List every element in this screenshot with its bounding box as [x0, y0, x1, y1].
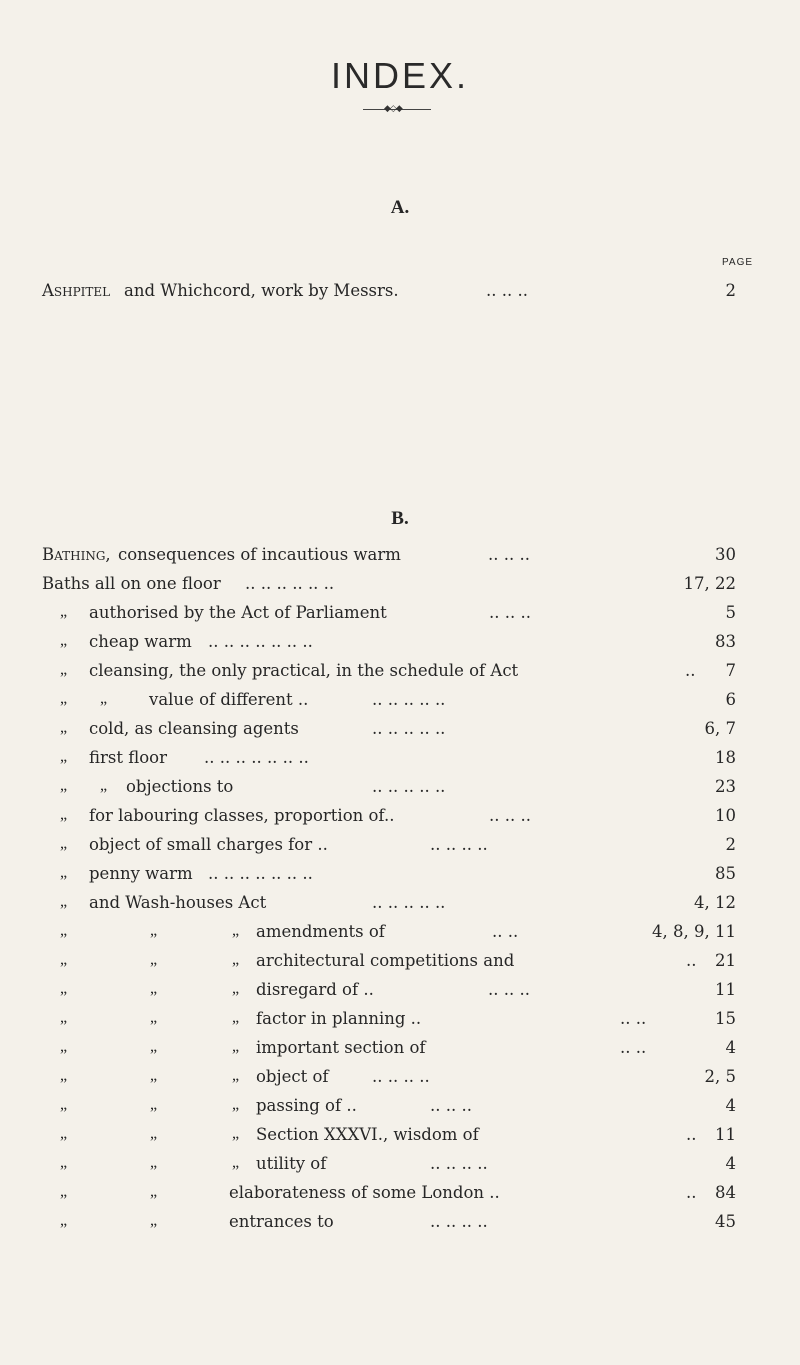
page-number: 15	[715, 1009, 736, 1028]
page-number: 2	[725, 835, 736, 854]
index-entry	[0, 281, 800, 311]
page-column-header: PAGE	[722, 257, 754, 268]
ditto-mark: „	[60, 1212, 68, 1229]
leader-dots: .. .. .. .. .. ..	[245, 574, 335, 593]
page-number: 4, 12	[694, 893, 736, 912]
index-entry	[0, 1183, 800, 1213]
page-number: 5	[725, 603, 736, 622]
leader-dots: .. .. .. .. .. .. ..	[208, 632, 313, 651]
page-number: 23	[715, 777, 736, 796]
leader-dots: .. .. .. .. .. .. ..	[204, 748, 309, 767]
ditto-mark: „	[60, 806, 68, 823]
index-entry	[0, 719, 800, 749]
ditto-mark: „	[60, 690, 68, 707]
leader-dots: .. .. ..	[489, 806, 531, 825]
ditto-mark: „	[60, 748, 68, 765]
page-number: 4	[725, 1096, 736, 1115]
index-entry	[0, 1067, 800, 1097]
leader-dots: .. .. ..	[489, 603, 531, 622]
entry-text: object of small charges for ..	[89, 835, 328, 854]
ditto-mark: „	[150, 951, 158, 968]
entry-text: authorised by the Act of Parliament	[89, 603, 387, 622]
page-number: 30	[715, 545, 736, 564]
index-entry	[0, 690, 800, 720]
ditto-mark: „	[60, 893, 68, 910]
ditto-mark: „	[150, 1154, 158, 1171]
leader-dots: ..	[685, 661, 696, 680]
ditto-mark: „	[232, 922, 240, 939]
ditto-mark: „	[150, 1212, 158, 1229]
index-entry	[0, 1212, 800, 1242]
ditto-mark: „	[232, 1067, 240, 1084]
divider-ornament-icon: ◆◇◆	[384, 104, 402, 114]
index-entry	[0, 864, 800, 894]
ditto-mark: „	[60, 1067, 68, 1084]
ditto-mark: „	[60, 719, 68, 736]
entry-text: consequences of incautious warm	[118, 545, 401, 564]
leader-dots: .. .. .. .. ..	[372, 893, 446, 912]
ditto-mark: „	[150, 1067, 158, 1084]
leader-dots: .. .. .. .. ..	[372, 719, 446, 738]
index-entry	[0, 951, 800, 981]
page-number: 6	[725, 690, 736, 709]
entry-text: passing of ..	[256, 1096, 357, 1115]
entry-text: objections to	[126, 777, 234, 796]
page-number: 11	[715, 1125, 736, 1144]
leader-dots: .. ..	[492, 922, 519, 941]
leader-dots: .. .. ..	[488, 980, 530, 999]
leader-dots: .. .. .. ..	[430, 1154, 488, 1173]
ditto-mark: „	[150, 922, 158, 939]
leader-dots: .. .. ..	[430, 1096, 472, 1115]
entry-text: factor in planning ..	[256, 1009, 422, 1028]
entry-text: penny warm	[89, 864, 193, 883]
index-entry	[0, 603, 800, 633]
ditto-mark: „	[60, 1183, 68, 1200]
leader-dots: .. ..	[620, 1009, 647, 1028]
ditto-mark: „	[100, 777, 108, 794]
index-entry	[0, 1154, 800, 1184]
page-number: 2	[725, 281, 736, 300]
index-entry	[0, 748, 800, 778]
entry-text: utility of	[256, 1154, 327, 1173]
ditto-mark: „	[60, 1038, 68, 1055]
entry-text: and Whichcord, work by Messrs.	[124, 281, 399, 300]
entry-lead: Ashpitel	[42, 281, 111, 300]
ditto-mark: „	[232, 1154, 240, 1171]
leader-dots: ..	[686, 1125, 697, 1144]
ditto-mark: „	[60, 980, 68, 997]
entry-text: cleansing, the only practical, in the schedule of Act	[89, 661, 519, 680]
section-letter-b: B.	[391, 508, 409, 529]
leader-dots: .. .. .. .. .. .. ..	[208, 864, 313, 883]
page-number: 4	[725, 1154, 736, 1173]
ditto-mark: „	[150, 1183, 158, 1200]
index-entry	[0, 1009, 800, 1039]
page-number: 4, 8, 9, 11	[652, 922, 736, 941]
page-number: 11	[715, 980, 736, 999]
leader-dots: .. .. ..	[486, 281, 528, 300]
ditto-mark: „	[60, 1009, 68, 1026]
leader-dots: .. ..	[620, 1038, 647, 1057]
entry-lead: Bathing,	[42, 545, 111, 564]
ditto-mark: „	[232, 1125, 240, 1142]
ditto-mark: „	[60, 951, 68, 968]
page-number: 10	[715, 806, 736, 825]
entry-text: cheap warm	[89, 632, 192, 651]
ditto-mark: „	[60, 1096, 68, 1113]
leader-dots: .. .. .. .. ..	[372, 690, 446, 709]
index-entry	[0, 661, 800, 691]
entry-text: amendments of	[256, 922, 385, 941]
page-number: 7	[725, 661, 736, 680]
index-entry	[0, 1096, 800, 1126]
section-letter-a: A.	[390, 197, 410, 218]
index-entry	[0, 893, 800, 923]
ditto-mark: „	[60, 1125, 68, 1142]
index-entry	[0, 1125, 800, 1155]
entry-text: Baths all on one floor	[42, 574, 221, 593]
ditto-mark: „	[60, 777, 68, 794]
page-number: 85	[715, 864, 736, 883]
leader-dots: ..	[686, 951, 697, 970]
leader-dots: .. .. .. .. ..	[372, 777, 446, 796]
leader-dots: .. .. .. ..	[372, 1067, 430, 1086]
entry-text: for labouring classes, proportion of..	[89, 806, 395, 825]
index-entry	[0, 777, 800, 807]
entry-text: architectural competitions and	[256, 951, 515, 970]
ditto-mark: „	[150, 980, 158, 997]
page-number: 18	[715, 748, 736, 767]
ditto-mark: „	[150, 1038, 158, 1055]
leader-dots: ..	[686, 1183, 697, 1202]
index-entry	[0, 980, 800, 1010]
ditto-mark: „	[60, 835, 68, 852]
ditto-mark: „	[60, 922, 68, 939]
page-number: 83	[715, 632, 736, 651]
ditto-mark: „	[232, 1096, 240, 1113]
entry-text: elaborateness of some London ..	[229, 1183, 500, 1202]
ditto-mark: „	[60, 603, 68, 620]
index-entry	[0, 545, 800, 575]
ditto-mark: „	[232, 1038, 240, 1055]
ditto-mark: „	[60, 1154, 68, 1171]
index-entry	[0, 806, 800, 836]
ditto-mark: „	[150, 1009, 158, 1026]
ditto-mark: „	[150, 1125, 158, 1142]
page-number: 17, 22	[683, 574, 736, 593]
page-number: 2, 5	[704, 1067, 736, 1086]
index-entry	[0, 835, 800, 865]
index-entry	[0, 1038, 800, 1068]
ditto-mark: „	[232, 951, 240, 968]
page-number: 84	[715, 1183, 736, 1202]
index-entry	[0, 632, 800, 662]
ditto-mark: „	[232, 1009, 240, 1026]
entry-text: first floor	[89, 748, 167, 767]
page-title: INDEX.	[330, 55, 470, 96]
page-number: 21	[715, 951, 736, 970]
entry-text: Section XXXVI., wisdom of	[256, 1125, 479, 1144]
page-number: 45	[715, 1212, 736, 1231]
ditto-mark: „	[232, 980, 240, 997]
entry-text: important section of	[256, 1038, 426, 1057]
index-entry	[0, 922, 800, 952]
leader-dots: .. .. ..	[488, 545, 530, 564]
ditto-mark: „	[60, 632, 68, 649]
leader-dots: .. .. .. ..	[430, 835, 488, 854]
entry-text: disregard of ..	[256, 980, 374, 999]
page-number: 6, 7	[704, 719, 736, 738]
leader-dots: .. .. .. ..	[430, 1212, 488, 1231]
entry-text: value of different ..	[149, 690, 309, 709]
ditto-mark: „	[60, 864, 68, 881]
entry-text: object of	[256, 1067, 329, 1086]
index-entry	[0, 574, 800, 604]
entry-text: entrances to	[229, 1212, 334, 1231]
ditto-mark: „	[100, 690, 108, 707]
entry-text: and Wash-houses Act	[89, 893, 267, 912]
ditto-mark: „	[150, 1096, 158, 1113]
page-number: 4	[725, 1038, 736, 1057]
ditto-mark: „	[60, 661, 68, 678]
entry-text: cold, as cleansing agents	[89, 719, 299, 738]
